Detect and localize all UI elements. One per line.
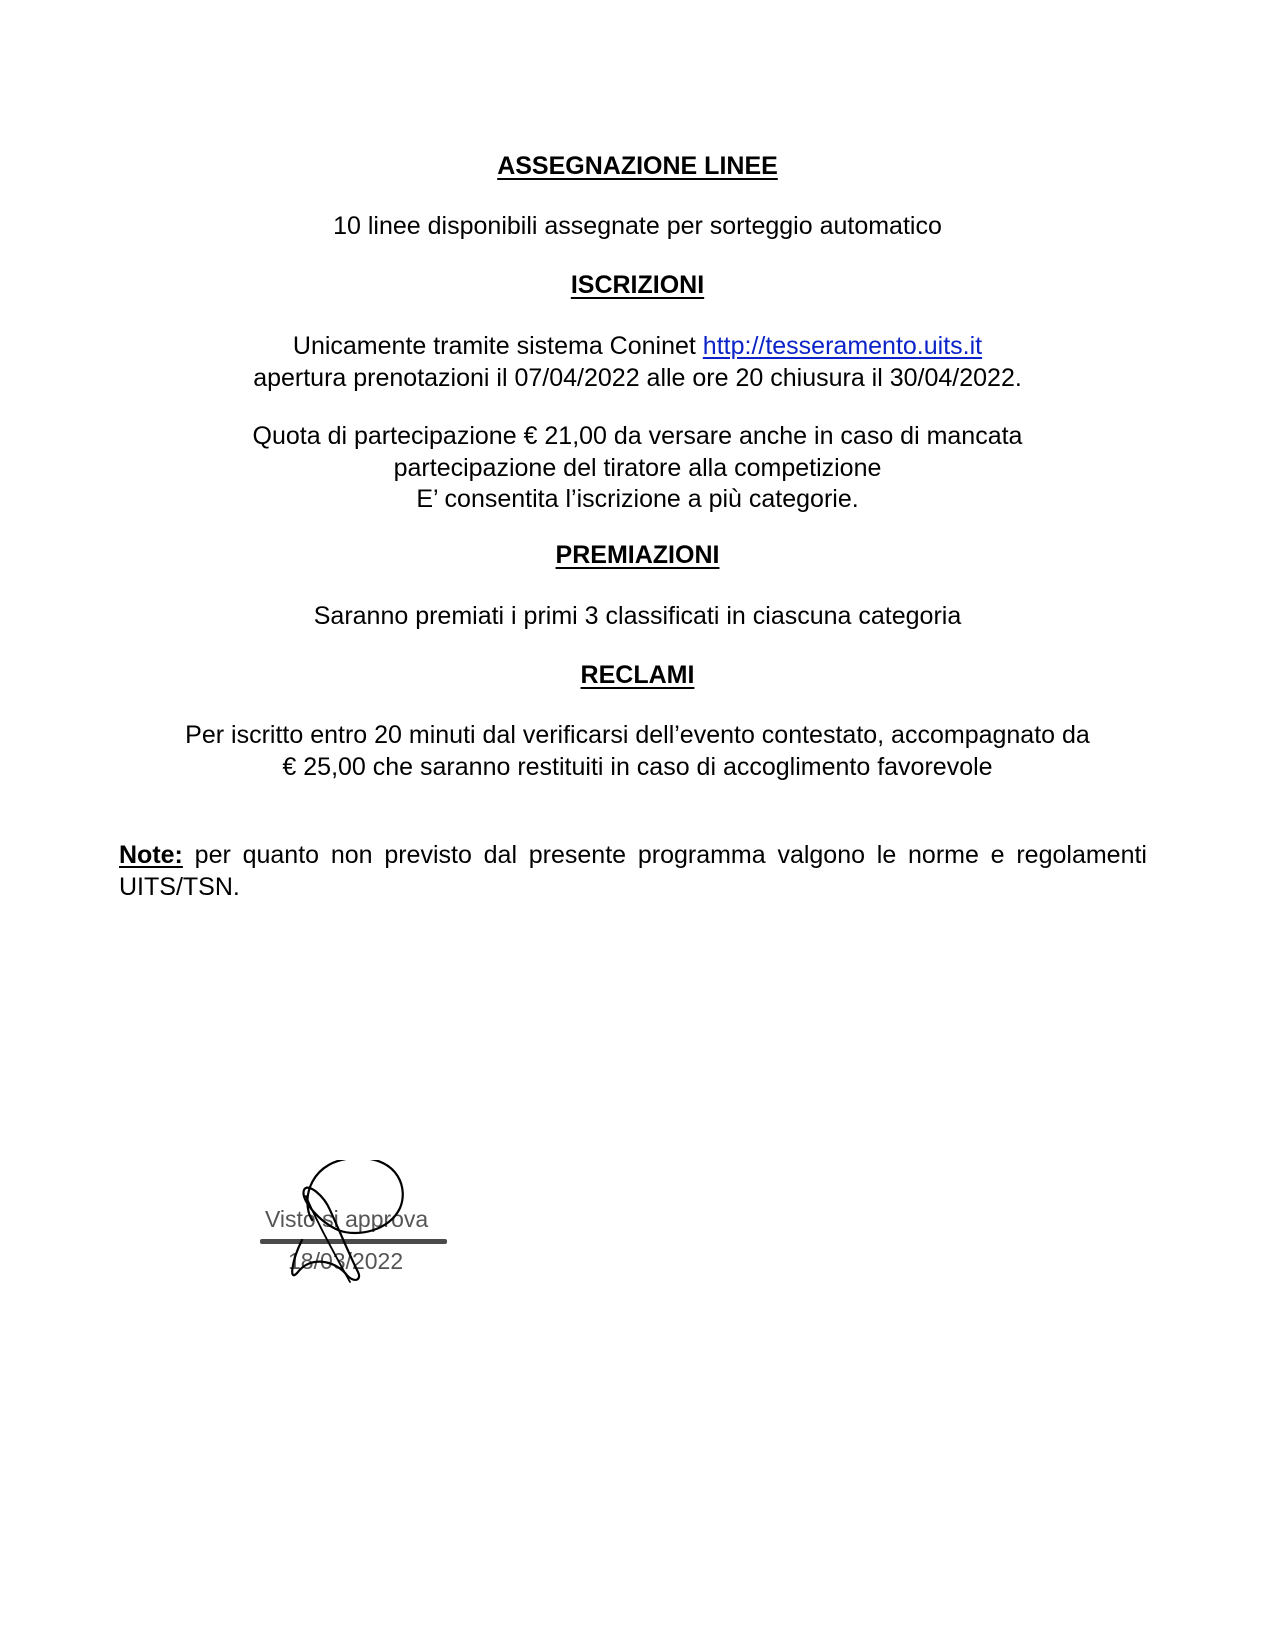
tesseramento-link[interactable]: http://tesseramento.uits.it — [702, 332, 983, 360]
iscrizioni-line-1-prefix: Unicamente tramite sistema Coninet — [292, 332, 696, 360]
approval-date: 18/03/2022 — [288, 1248, 404, 1274]
reclami-line-2: € 25,00 che saranno restituiti in caso di accoglimento favorevole — [282, 752, 993, 781]
note-text: per quanto non previsto dal presente programma valgono le norme e regolamenti UITS/TSN. — [119, 841, 1147, 901]
quota-line-3: E’ consentita l’iscrizione a più categorie. — [416, 485, 859, 513]
heading-assegnazione-linee: ASSEGNAZIONE LINEE — [497, 152, 778, 180]
iscrizioni-line-2: apertura prenotazioni il 07/04/2022 alle ore 20 chiusura il 30/04/2022. — [253, 363, 1022, 392]
approval-text: Visto si approva — [265, 1206, 429, 1232]
note-paragraph — [119, 840, 1147, 903]
assegnazione-text — [90, 211, 1185, 243]
iscrizioni-line-1 — [90, 331, 1185, 363]
heading-iscrizioni: ISCRIZIONI — [570, 271, 705, 299]
quota-text — [90, 421, 1185, 516]
reclami-text — [90, 720, 1185, 783]
iscrizioni-text — [90, 331, 1185, 394]
heading-reclami: RECLAMI — [580, 661, 695, 689]
premiazioni-line: Saranno premiati i primi 3 classificati in ciascuna categoria — [313, 602, 962, 630]
heading-premiazioni: PREMIAZIONI — [555, 541, 720, 569]
quota-line-2: partecipazione del tiratore alla competizione — [393, 453, 882, 482]
quota-line-1: Quota di partecipazione € 21,00 da versare anche in caso di mancata — [252, 422, 1023, 450]
handwritten-signature — [240, 1160, 460, 1300]
assegnazione-line: 10 linee disponibili assegnate per sorteggio automatico — [333, 212, 942, 240]
premiazioni-text — [90, 601, 1185, 633]
approval-stamp — [240, 1160, 460, 1300]
note-label: Note: — [119, 841, 183, 869]
reclami-line-1: Per iscritto entro 20 minuti dal verificarsi dell’evento contestato, accompagnato da — [185, 721, 1090, 749]
